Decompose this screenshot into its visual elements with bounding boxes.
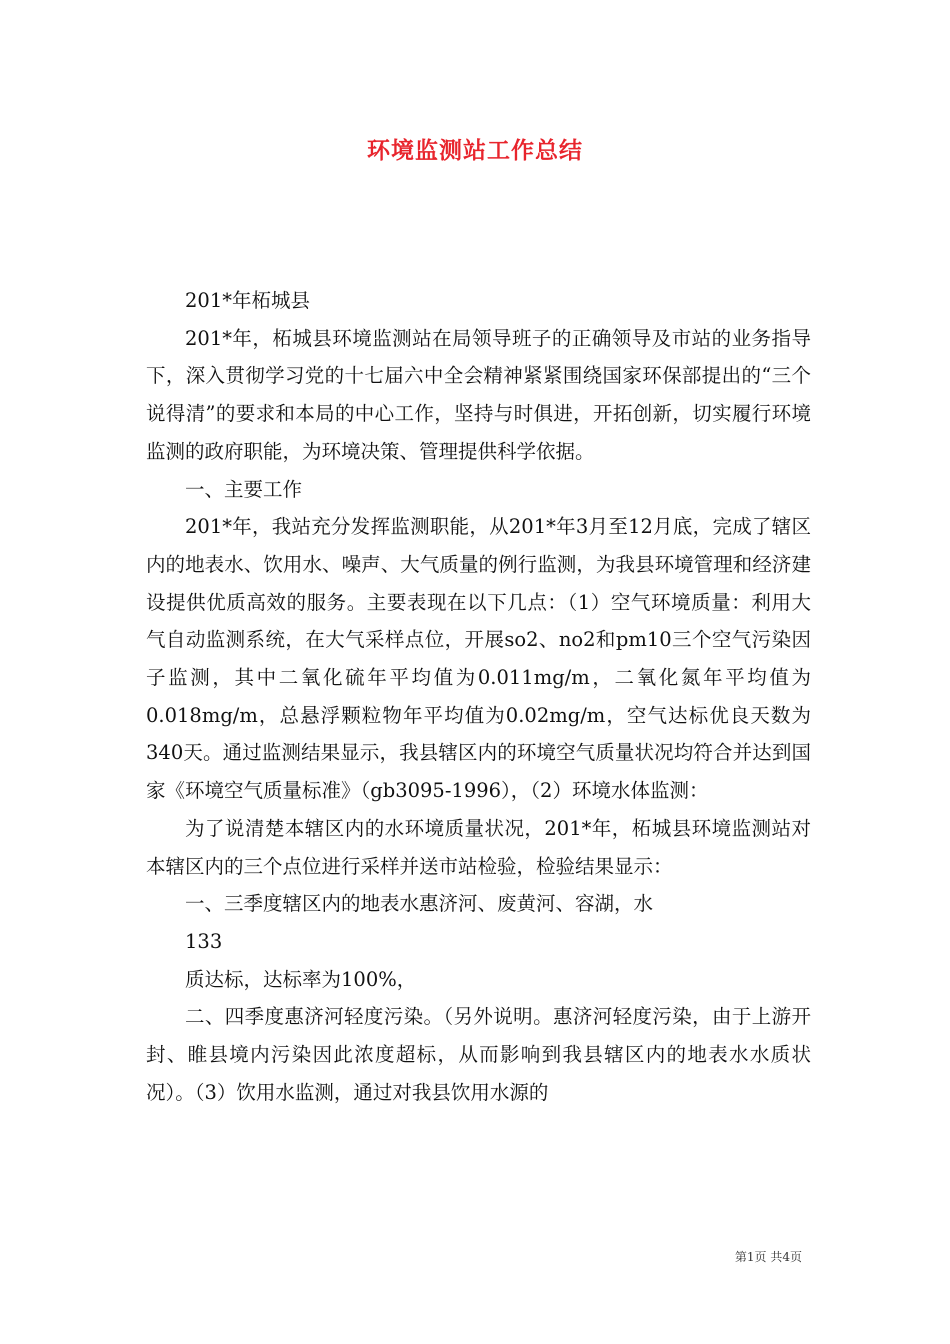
paragraph-water-monitoring: 为了说清楚本辖区内的水环境质量状况，201*年，柘城县环境监测站对本辖区内的三个点位进行采样并送市站检验，检验结果显示： bbox=[146, 816, 811, 878]
paragraph-q1-q3: 一、三季度辖区内的地表水惠济河、废黄河、容湖，水 bbox=[185, 892, 654, 916]
document-body bbox=[146, 282, 811, 1111]
paragraph-intro: 201*年，柘城县环境监测站在局领导班子的正确领导及市站的业务指导下，深入贯彻学习党的十七届六中全会精神紧紧围绕国家环保部提出的“三个说得清”的要求和本局的中心工作，坚持与时俱进，开拓创新，切实履行环境监测的政府职能，为环境决策、管理提供科学依据。 bbox=[146, 326, 811, 463]
paragraph-air-quality: 201*年，我站充分发挥监测职能，从201*年3月至12月底，完成了辖区内的地表水、饮用水、噪声、大气质量的例行监测，为我县环境管理和经济建设提供优质高效的服务。主要表现在以下几点：（1）空气环境质量：利用大气自动监测系统，在大气采样点位，开展so2、no2和pm10三个空气污染因子监测，其中二氧化硫年平均值为0.011mg/m，二氧化氮年平均值为0.018mg/m，总悬浮颗粒物年平均值为0.02mg/m，空气达标优良天数为340天。通过监测结果显示，我县辖区内的环境空气质量状况均符合并达到国家《环境空气质量标准》（gb3095-1996），（2）环境水体监测： bbox=[146, 515, 811, 803]
page-number-footer: 第1页 共4页 bbox=[734, 1250, 802, 1264]
paragraph-q2-q4: 二、四季度惠济河轻度污染。（另外说明。惠济河轻度污染，由于上游开封、睢县境内污染因此浓度超标，从而影响到我县辖区内的地表水水质状况）。（3）饮用水监测，通过对我县饮用水源的 bbox=[146, 1005, 811, 1104]
paragraph-compliance-rate: 质达标，达标率为100%， bbox=[185, 967, 417, 991]
document-title: 环境监测站工作总结 bbox=[367, 137, 583, 164]
paragraph-subtitle: 201*年柘城县 bbox=[185, 289, 310, 312]
paragraph-number: 133 bbox=[185, 929, 223, 953]
section-heading-main-work: 一、主要工作 bbox=[185, 477, 303, 501]
